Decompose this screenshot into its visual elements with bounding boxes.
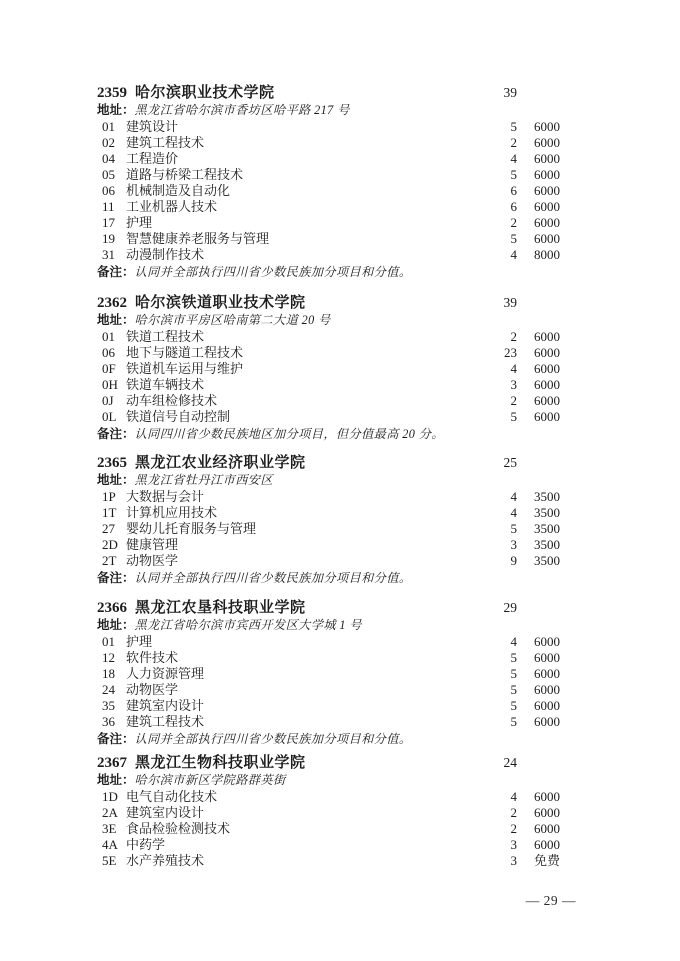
major-name: 工程造价: [126, 151, 179, 166]
major-name: 中药学: [126, 837, 166, 852]
major-name: 建筑工程技术: [126, 135, 205, 150]
major-row: [97, 409, 560, 425]
address-label: 地址：: [97, 618, 135, 632]
major-plan-count: 4: [510, 151, 517, 166]
major-name: 智慧健康养老服务与管理: [126, 231, 270, 246]
major-code: 1P: [102, 489, 116, 504]
major-name: 建筑设计: [126, 119, 179, 134]
college-code: 2367: [97, 755, 127, 771]
college-section: [97, 83, 560, 281]
major-name: 健康管理: [126, 537, 179, 552]
major-name: 建筑工程技术: [126, 714, 205, 729]
major-row: [97, 361, 560, 377]
major-row: [97, 247, 560, 263]
major-row: [97, 837, 560, 853]
major-plan-count: 6: [510, 199, 517, 214]
address-text: 黑龙江省哈尔滨市宾西开发区大学城 1 号: [134, 618, 362, 632]
major-tuition: 6000: [534, 345, 560, 360]
major-tuition: 6000: [534, 215, 560, 230]
major-row: [97, 666, 560, 682]
major-name: 建筑室内设计: [126, 805, 205, 820]
major-code: 27: [102, 521, 115, 536]
major-row: [97, 505, 560, 521]
note-label: 备注：: [97, 571, 135, 585]
college-name: 哈尔滨职业技术学院: [135, 84, 275, 101]
major-tuition: 6000: [534, 393, 560, 408]
address-line: [97, 772, 560, 789]
address-label: 地址：: [97, 103, 135, 117]
major-code: 35: [102, 698, 115, 713]
major-name: 道路与桥梁工程技术: [126, 167, 244, 182]
college-header: [97, 753, 560, 772]
college-header: [97, 293, 560, 312]
major-code: 18: [102, 666, 115, 681]
major-code: 17: [102, 215, 115, 230]
note-label: 备注：: [97, 265, 135, 279]
major-code: 01: [102, 119, 115, 134]
college-section: [97, 293, 560, 443]
note-line: [97, 730, 560, 748]
major-name: 食品检验检测技术: [126, 821, 231, 836]
major-code: 02: [102, 135, 115, 150]
address-label: 地址：: [97, 473, 135, 487]
major-row: [97, 393, 560, 409]
major-tuition: 6000: [534, 821, 560, 836]
major-plan-count: 5: [510, 231, 517, 246]
major-row: [97, 231, 560, 247]
major-code: 24: [102, 682, 115, 697]
major-tuition: 6000: [534, 135, 560, 150]
major-name: 软件技术: [126, 650, 179, 665]
major-row: [97, 853, 560, 869]
note-text: 认同四川省少数民族地区加分项目，但分值最高 20 分。: [134, 427, 444, 441]
note-line: [97, 569, 560, 587]
major-code: 0L: [102, 409, 117, 424]
major-name: 婴幼儿托育服务与管理: [126, 521, 257, 536]
major-name: 护理: [126, 215, 153, 230]
major-name: 水产养殖技术: [126, 853, 205, 868]
major-name: 计算机应用技术: [126, 505, 218, 520]
address-label: 地址：: [97, 313, 135, 327]
major-tuition: 3500: [534, 553, 560, 568]
major-code: 3E: [102, 821, 117, 836]
major-plan-count: 4: [510, 247, 517, 262]
major-tuition: 6000: [534, 805, 560, 820]
major-plan-count: 5: [510, 682, 517, 697]
footer-page-number: 29: [543, 893, 559, 908]
major-code: 06: [102, 345, 115, 360]
major-plan-count: 2: [510, 821, 517, 836]
college-name: 黑龙江生物科技职业学院: [135, 754, 306, 771]
college-code: 2359: [97, 85, 127, 101]
note-line: [97, 263, 560, 281]
address-text: 黑龙江省牡丹江市西安区: [134, 473, 273, 487]
college-total-count: 39: [503, 85, 517, 100]
major-name: 动物医学: [126, 682, 179, 697]
college-section: [97, 753, 560, 869]
major-code: 2A: [102, 805, 118, 820]
major-tuition: 6000: [534, 377, 560, 392]
major-row: [97, 714, 560, 730]
major-row: [97, 805, 560, 821]
major-tuition: 6000: [534, 666, 560, 681]
major-plan-count: 4: [510, 789, 517, 804]
address-line: [97, 102, 560, 119]
note-text: 认同并全部执行四川省少数民族加分项目和分值。: [134, 265, 412, 279]
major-code: 1T: [102, 505, 117, 520]
major-tuition: 6000: [534, 698, 560, 713]
note-text: 认同并全部执行四川省少数民族加分项目和分值。: [134, 571, 412, 585]
college-code: 2365: [97, 455, 127, 471]
footer-dash-left: —: [525, 893, 540, 908]
major-row: [97, 329, 560, 345]
college-header: [97, 598, 560, 617]
major-name: 工业机器人技术: [126, 199, 218, 214]
major-name: 电气自动化技术: [126, 789, 218, 804]
major-code: 12: [102, 650, 115, 665]
major-plan-count: 5: [510, 714, 517, 729]
college-section: [97, 453, 560, 587]
address-line: [97, 617, 560, 634]
major-plan-count: 4: [510, 505, 517, 520]
college-header: [97, 453, 560, 472]
major-tuition: 6000: [534, 329, 560, 344]
address-text: 哈尔滨市平房区哈南第二大道 20 号: [134, 313, 331, 327]
major-row: [97, 521, 560, 537]
major-rows: [97, 119, 560, 263]
major-name: 人力资源管理: [126, 666, 205, 681]
major-name: 机械制造及自动化: [126, 183, 231, 198]
major-tuition: 3500: [534, 537, 560, 552]
footer-dash-right: —: [562, 893, 576, 908]
major-rows: [97, 329, 560, 425]
major-name: 动漫制作技术: [126, 247, 205, 262]
major-plan-count: 2: [510, 805, 517, 820]
major-tuition: 3500: [534, 505, 560, 520]
major-name: 铁道机车运用与维护: [126, 361, 244, 376]
note-line: [97, 425, 560, 443]
major-name: 动物医学: [126, 553, 179, 568]
major-plan-count: 4: [510, 361, 517, 376]
major-tuition: 6000: [534, 837, 560, 852]
major-plan-count: 5: [510, 666, 517, 681]
major-tuition: 6000: [534, 199, 560, 214]
major-code: 4A: [102, 837, 118, 852]
major-tuition: 6000: [534, 361, 560, 376]
college-total-count: 29: [503, 600, 517, 615]
major-tuition: 免费: [533, 853, 560, 868]
major-code: 0F: [102, 361, 116, 376]
major-code: 01: [102, 634, 115, 649]
major-plan-count: 23: [504, 345, 517, 360]
major-row: [97, 167, 560, 183]
major-plan-count: 5: [510, 409, 517, 424]
page-footer: [97, 892, 576, 909]
college-header: [97, 83, 560, 102]
major-row: [97, 553, 560, 569]
major-code: 01: [102, 329, 115, 344]
note-text: 认同并全部执行四川省少数民族加分项目和分值。: [134, 732, 412, 746]
major-code: 0H: [102, 377, 118, 392]
major-plan-count: 5: [510, 521, 517, 536]
major-row: [97, 650, 560, 666]
major-plan-count: 4: [510, 634, 517, 649]
major-tuition: 6000: [534, 231, 560, 246]
college-total-count: 25: [503, 455, 517, 470]
major-plan-count: 2: [510, 329, 517, 344]
major-plan-count: 2: [510, 215, 517, 230]
major-plan-count: 5: [510, 119, 517, 134]
major-tuition: 6000: [534, 789, 560, 804]
major-plan-count: 9: [510, 553, 517, 568]
major-row: [97, 135, 560, 151]
college-name: 黑龙江农业经济职业学院: [135, 454, 306, 471]
address-line: [97, 472, 560, 489]
major-row: [97, 183, 560, 199]
major-code: 1D: [102, 789, 118, 804]
major-row: [97, 151, 560, 167]
major-code: 0J: [102, 393, 114, 408]
major-rows: [97, 634, 560, 730]
major-plan-count: 3: [510, 377, 517, 392]
major-code: 06: [102, 183, 115, 198]
major-name: 大数据与会计: [126, 489, 205, 504]
address-text: 黑龙江省哈尔滨市香坊区哈平路 217 号: [134, 103, 350, 117]
major-plan-count: 5: [510, 698, 517, 713]
major-row: [97, 215, 560, 231]
major-rows: [97, 789, 560, 869]
college-name: 黑龙江农垦科技职业学院: [135, 599, 306, 616]
major-code: 19: [102, 231, 115, 246]
major-plan-count: 4: [510, 489, 517, 504]
major-name: 建筑室内设计: [126, 698, 205, 713]
note-label: 备注：: [97, 732, 135, 746]
major-row: [97, 789, 560, 805]
major-code: 05: [102, 167, 115, 182]
college-total-count: 39: [503, 295, 517, 310]
major-row: [97, 682, 560, 698]
major-row: [97, 821, 560, 837]
major-plan-count: 3: [510, 853, 517, 868]
major-plan-count: 5: [510, 167, 517, 182]
major-row: [97, 537, 560, 553]
major-row: [97, 698, 560, 714]
major-rows: [97, 489, 560, 569]
major-tuition: 6000: [534, 650, 560, 665]
major-tuition: 6000: [534, 183, 560, 198]
major-tuition: 6000: [534, 119, 560, 134]
major-tuition: 3500: [534, 521, 560, 536]
major-name: 动车组检修技术: [126, 393, 218, 408]
major-plan-count: 6: [510, 183, 517, 198]
major-tuition: 6000: [534, 682, 560, 697]
major-row: [97, 634, 560, 650]
major-code: 36: [102, 714, 115, 729]
major-tuition: 3500: [534, 489, 560, 504]
major-code: 31: [102, 247, 115, 262]
major-name: 铁道车辆技术: [126, 377, 205, 392]
major-name: 护理: [126, 634, 153, 649]
major-code: 11: [102, 199, 115, 214]
major-row: [97, 345, 560, 361]
major-code: 5E: [102, 853, 117, 868]
note-label: 备注：: [97, 427, 135, 441]
major-name: 地下与隧道工程技术: [126, 345, 244, 360]
address-line: [97, 312, 560, 329]
major-row: [97, 199, 560, 215]
major-code: 04: [102, 151, 115, 166]
major-plan-count: 2: [510, 393, 517, 408]
major-tuition: 6000: [534, 714, 560, 729]
college-code: 2366: [97, 600, 127, 616]
address-text: 哈尔滨市新区学院路群英街: [134, 773, 286, 787]
major-plan-count: 2: [510, 135, 517, 150]
college-name: 哈尔滨铁道职业技术学院: [135, 294, 306, 311]
major-row: [97, 119, 560, 135]
major-tuition: 6000: [534, 167, 560, 182]
major-name: 铁道信号自动控制: [126, 409, 231, 424]
address-label: 地址：: [97, 773, 135, 787]
major-tuition: 8000: [534, 247, 560, 262]
major-tuition: 6000: [534, 409, 560, 424]
major-tuition: 6000: [534, 634, 560, 649]
major-row: [97, 377, 560, 393]
college-section: [97, 598, 560, 748]
major-tuition: 6000: [534, 151, 560, 166]
major-code: 2D: [102, 537, 118, 552]
major-row: [97, 489, 560, 505]
major-plan-count: 3: [510, 537, 517, 552]
college-total-count: 24: [503, 755, 517, 770]
major-code: 2T: [102, 553, 117, 568]
major-plan-count: 5: [510, 650, 517, 665]
major-plan-count: 3: [510, 837, 517, 852]
major-name: 铁道工程技术: [126, 329, 205, 344]
college-code: 2362: [97, 295, 127, 311]
